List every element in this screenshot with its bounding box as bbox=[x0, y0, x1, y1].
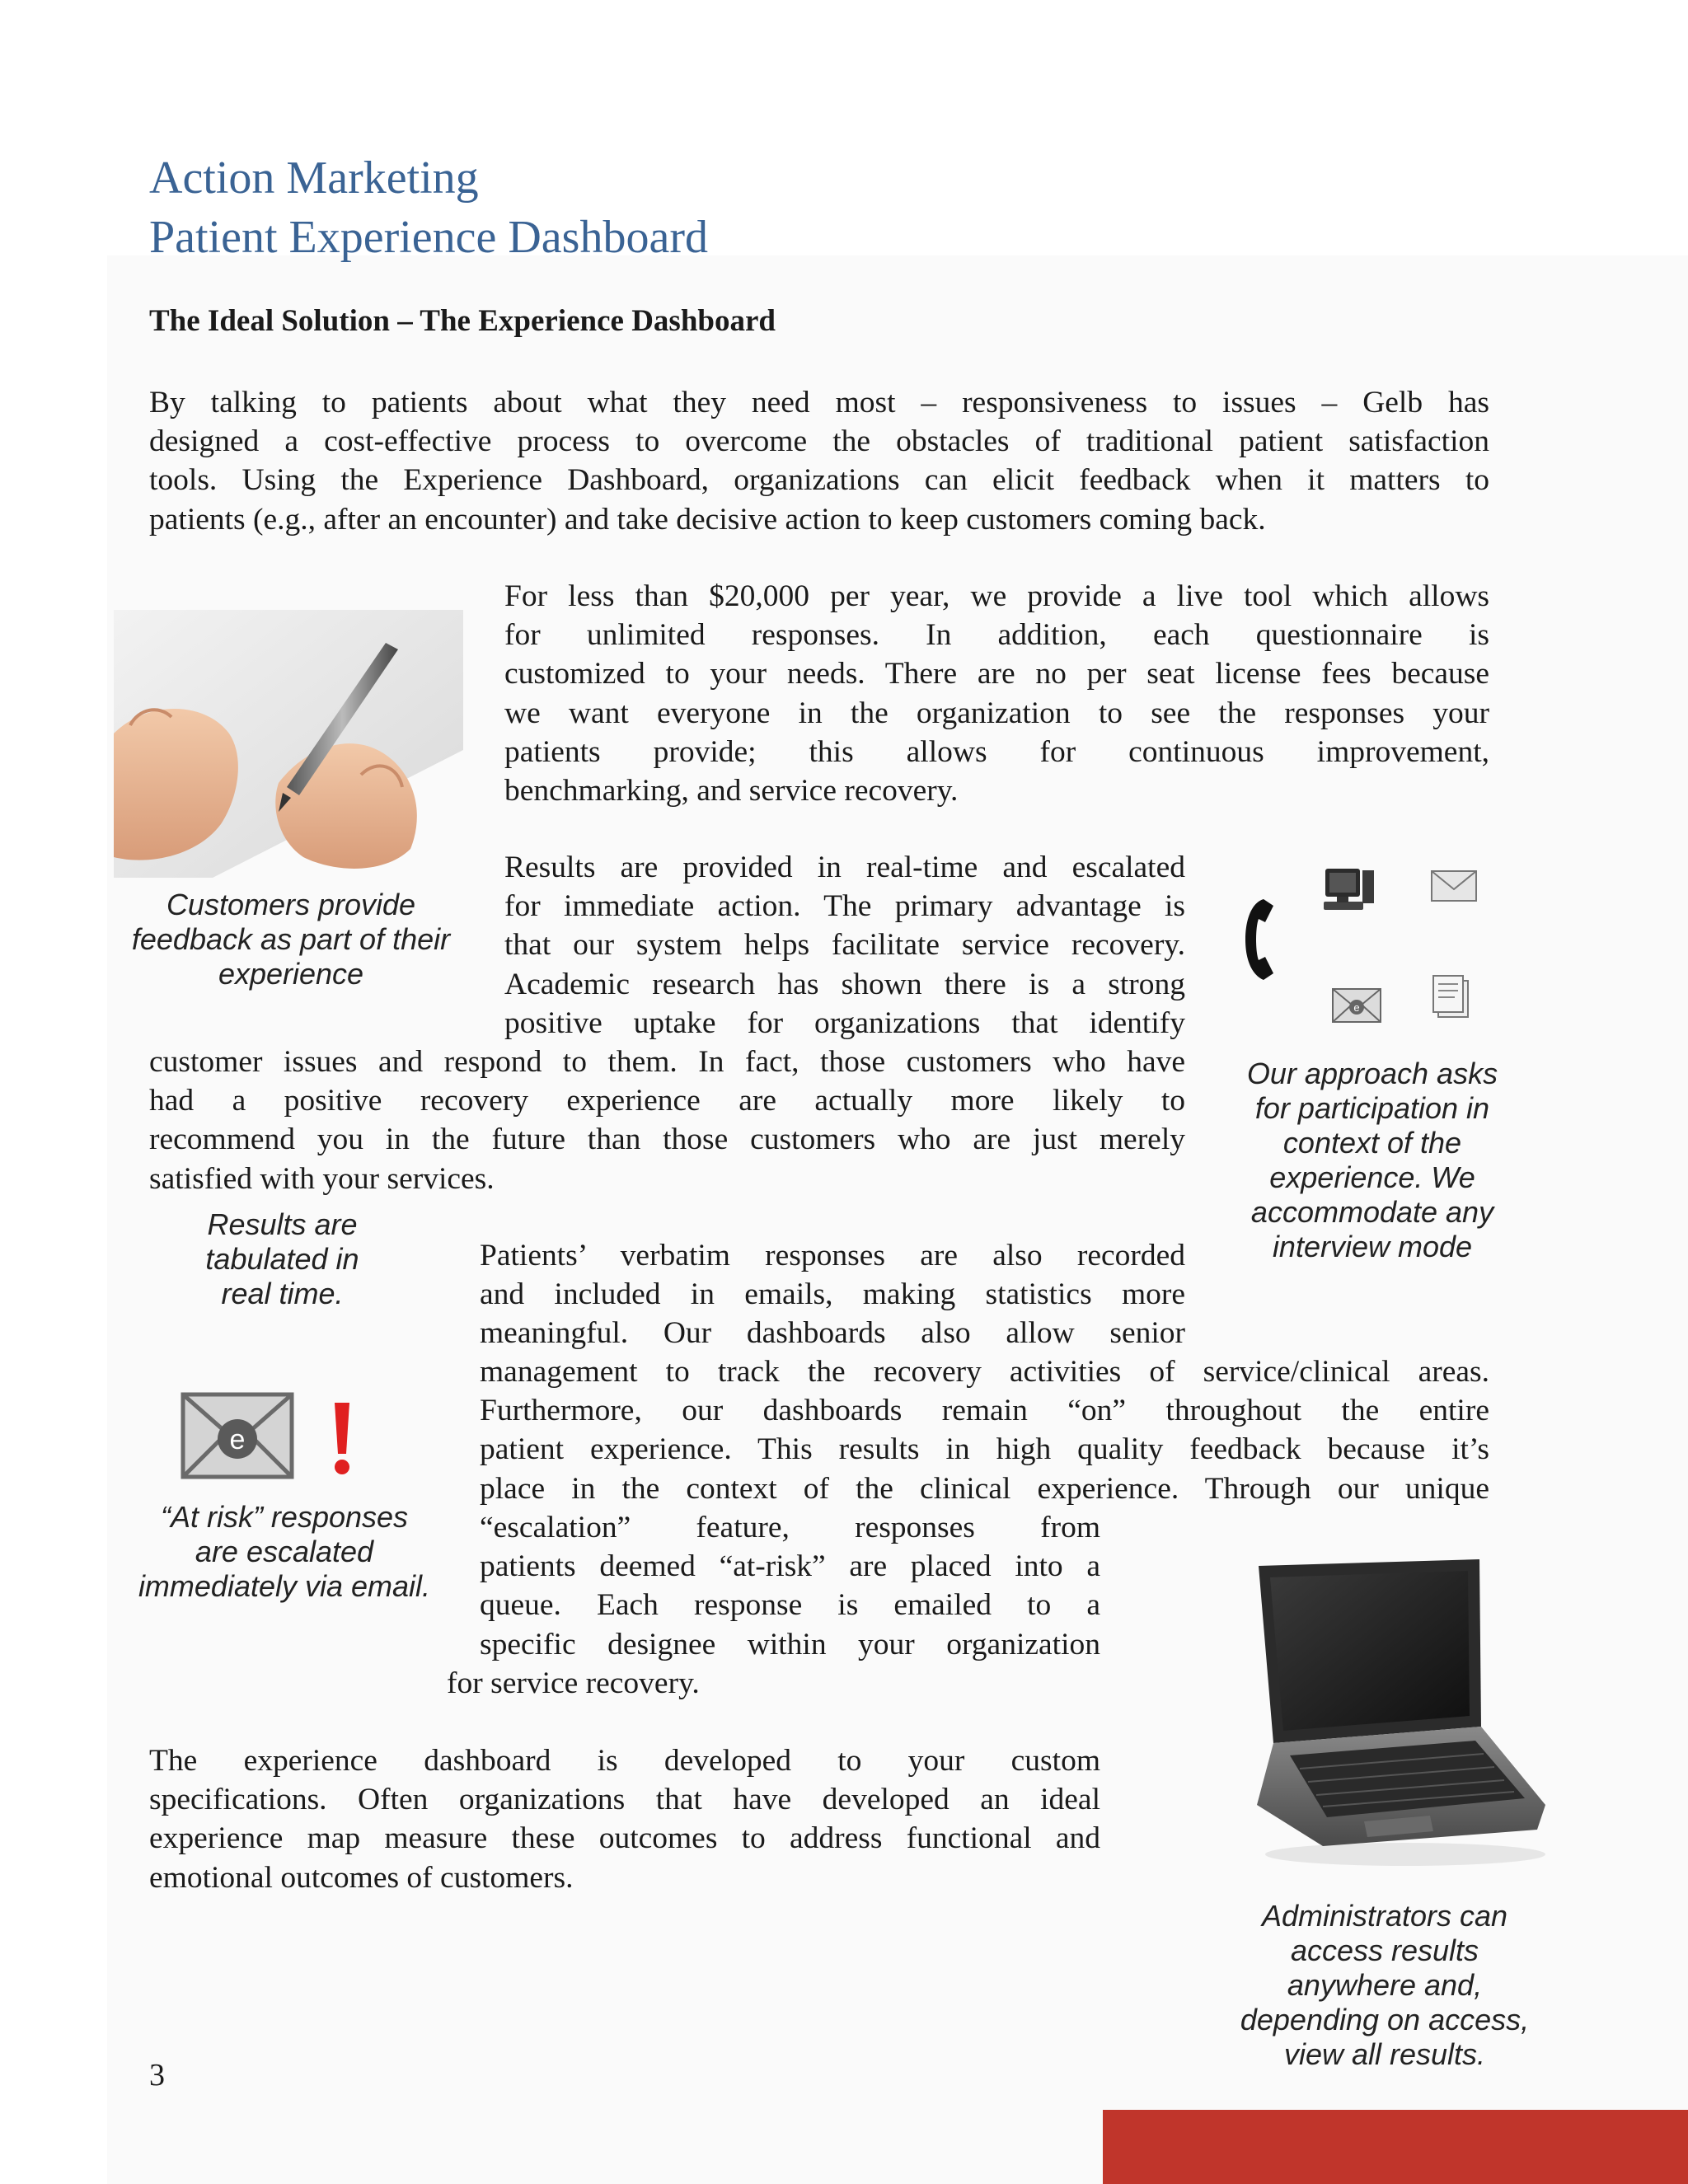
text-line: we want everyone in the organization to see the responses your bbox=[504, 696, 1489, 730]
svg-text:e: e bbox=[1353, 1001, 1360, 1014]
escalation-paragraph bbox=[480, 1508, 1100, 1664]
caption-tabulated bbox=[165, 1207, 400, 1311]
text-line: The experience dashboard is developed to your custom bbox=[149, 1744, 1100, 1778]
text-line: By talking to patients about what they need most – responsiveness to issues – Gelb has bbox=[149, 386, 1489, 419]
title-line-2: Patient Experience Dashboard bbox=[149, 212, 708, 263]
page-number: 3 bbox=[149, 2058, 165, 2093]
text-line: had a positive recovery experience are actually more likely to bbox=[149, 1084, 1185, 1118]
text-line: place in the context of the clinical experience. Through our unique bbox=[480, 1471, 1489, 1506]
caption-line: Customers provide bbox=[166, 888, 416, 921]
caption-line: access results bbox=[1290, 1933, 1479, 1967]
caption-line: Results are bbox=[207, 1207, 358, 1241]
escalation-last-line bbox=[447, 1664, 1106, 1703]
caption-line: “At risk” responses bbox=[160, 1500, 409, 1534]
text-line: satisfied with your services. bbox=[149, 1161, 495, 1196]
email-alert-icon bbox=[180, 1391, 295, 1482]
results-paragraph-continued bbox=[149, 1043, 1185, 1198]
text-line: management to track the recovery activities of service/clinical areas. bbox=[480, 1355, 1489, 1389]
text-line: Furthermore, our dashboards remain “on” throughout the entire bbox=[480, 1394, 1489, 1428]
intro-paragraph bbox=[149, 383, 1489, 539]
text-line: patients provide; this allows for continuous improvement, bbox=[504, 734, 1489, 769]
text-line: designed a cost-effective process to overcome the obstacles of traditional patient satisfaction bbox=[149, 424, 1489, 459]
verbatim-paragraph bbox=[480, 1236, 1185, 1353]
text-line: experience map measure these outcomes to address functional and bbox=[149, 1821, 1100, 1856]
caption-line: feedback as part of their bbox=[131, 922, 451, 956]
phone-icon bbox=[1240, 894, 1290, 985]
results-paragraph bbox=[504, 848, 1185, 1043]
text-line: meaningful. Our dashboards also allow senior bbox=[480, 1316, 1185, 1351]
hand-writing-photo bbox=[114, 610, 463, 878]
computer-icon bbox=[1317, 865, 1379, 919]
text-line: benchmarking, and service recovery. bbox=[504, 774, 959, 808]
svg-text:e: e bbox=[229, 1424, 246, 1455]
title-line-1: Action Marketing bbox=[149, 152, 479, 204]
text-line: specific designee within your organization bbox=[480, 1627, 1100, 1661]
caption-customers bbox=[122, 888, 460, 991]
document-title bbox=[149, 148, 708, 267]
caption-line: accommodate any bbox=[1250, 1195, 1494, 1229]
text-line: Results are provided in real-time and escalated bbox=[504, 851, 1185, 884]
section-heading: The Ideal Solution – The Experience Dashboard bbox=[149, 304, 776, 338]
caption-line: Administrators can bbox=[1261, 1899, 1508, 1933]
verbatim-paragraph-continued bbox=[480, 1352, 1489, 1508]
caption-line: anywhere and, bbox=[1287, 1968, 1483, 2002]
text-line: and included in emails, making statistics more bbox=[480, 1277, 1185, 1312]
caption-administrators bbox=[1220, 1899, 1550, 2072]
email-icon bbox=[1331, 987, 1382, 1024]
caption-line: experience bbox=[218, 957, 364, 991]
text-line: that our system helps facilitate service recovery. bbox=[504, 928, 1185, 963]
text-line: patients (e.g., after an encounter) and take decisive action to keep customers coming back. bbox=[149, 502, 1266, 537]
caption-line: tabulated in bbox=[205, 1242, 359, 1276]
text-line: For less than $20,000 per year, we provide a live tool which allows bbox=[504, 579, 1489, 613]
text-line: for service recovery. bbox=[447, 1666, 700, 1700]
text-line: queue. Each response is emailed to a bbox=[480, 1588, 1100, 1623]
text-line: tools. Using the Experience Dashboard, organizations can elicit feedback when it matters to bbox=[149, 463, 1489, 498]
caption-line: immediately via email. bbox=[138, 1569, 431, 1603]
text-line: specifications. Often organizations that have developed an ideal bbox=[149, 1783, 1100, 1817]
caption-line: are escalated bbox=[195, 1535, 374, 1568]
caption-line: for participation in bbox=[1254, 1091, 1490, 1125]
caption-line: context of the bbox=[1282, 1126, 1462, 1160]
caption-line: interview mode bbox=[1272, 1230, 1473, 1263]
footer-accent-bar bbox=[1103, 2110, 1688, 2184]
caption-approach bbox=[1232, 1057, 1512, 1264]
caption-at-risk bbox=[132, 1500, 437, 1604]
text-line: Patients’ verbatim responses are also recorded bbox=[480, 1239, 1185, 1272]
pricing-paragraph bbox=[504, 577, 1489, 810]
envelope-icon bbox=[1430, 869, 1478, 902]
text-line: patient experience. This results in high quality feedback because it’s bbox=[480, 1432, 1489, 1467]
document-icon bbox=[1430, 972, 1473, 1022]
text-line: customized to your needs. There are no per seat license fees because bbox=[504, 657, 1489, 691]
text-line: positive uptake for organizations that identify bbox=[504, 1005, 1185, 1040]
text-line: customer issues and respond to them. In fact, those customers who have bbox=[149, 1045, 1185, 1079]
caption-line: view all results. bbox=[1283, 2037, 1486, 2071]
text-line: “escalation” feature, responses from bbox=[480, 1511, 1100, 1544]
text-line: recommend you in the future than those customers who are just merely bbox=[149, 1122, 1185, 1157]
text-line: for immediate action. The primary advantage is bbox=[504, 889, 1185, 924]
text-line: patients deemed “at-risk” are placed into a bbox=[480, 1549, 1100, 1584]
text-line: for unlimited responses. In addition, each questionnaire is bbox=[504, 618, 1489, 653]
exclamation-icon bbox=[330, 1401, 354, 1477]
caption-line: experience. We bbox=[1269, 1160, 1475, 1194]
caption-line: real time. bbox=[221, 1277, 344, 1310]
text-line: Academic research has shown there is a strong bbox=[504, 967, 1185, 1001]
caption-line: Our approach asks bbox=[1246, 1057, 1498, 1090]
laptop-photo bbox=[1240, 1558, 1554, 1871]
custom-paragraph bbox=[149, 1741, 1100, 1897]
caption-line: depending on access, bbox=[1240, 2003, 1530, 2036]
text-line: emotional outcomes of customers. bbox=[149, 1860, 574, 1895]
